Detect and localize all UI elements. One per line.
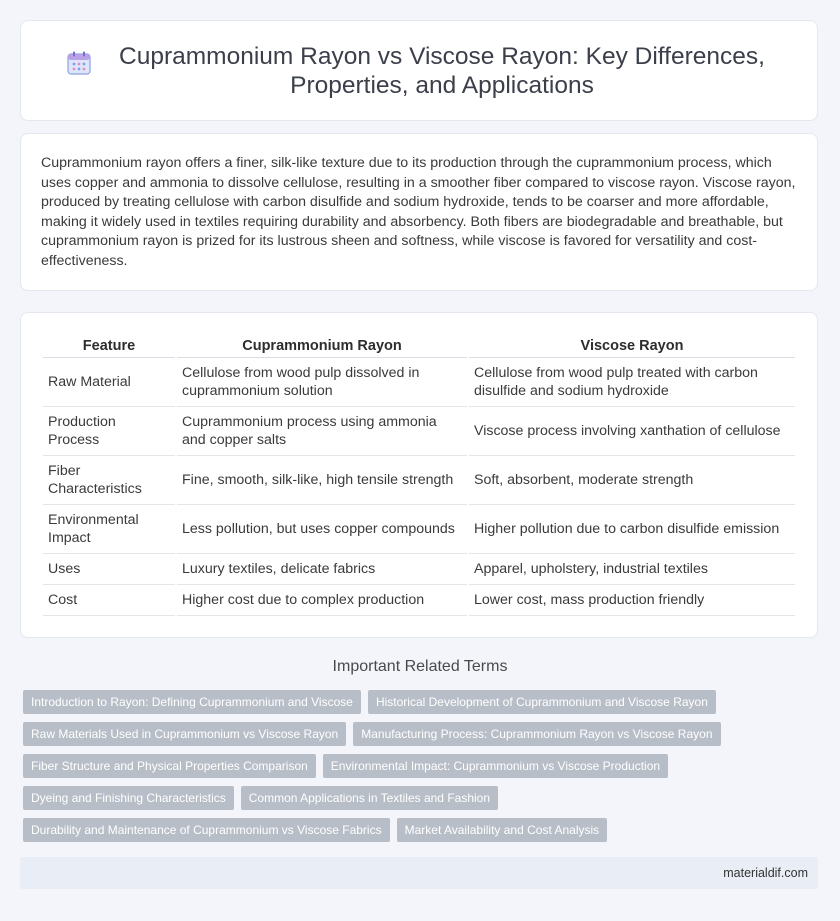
summary-text: Cuprammonium rayon offers a finer, silk-like texture due to its production through the cuprammonium process, which uses copper and ammonia to dissolve cellulose, resulting in a smoother fiber compared to viscose rayon. Viscose rayon, produced by treating cellulose with carbon disulfide and sodium hydroxide, tends to be coarser and more affordable, making it widely used in textiles requiring durability and absorbency. Both fibers are biodegradable and breathable, but cuprammonium rayon is prized for its lustrous sheen and softness, while viscose is favored for versatility and cost-effectiveness. <box>41 155 796 269</box>
viscose-cell: Viscose process involving xanthation of cellulose <box>469 407 795 456</box>
related-term-tag[interactable]: Common Applications in Textiles and Fashion <box>241 786 498 810</box>
related-term-tag[interactable]: Market Availability and Cost Analysis <box>397 818 608 842</box>
header-cuprammonium: Cuprammonium Rayon <box>177 333 467 358</box>
table-row <box>43 505 795 554</box>
cuprammonium-cell: Luxury textiles, delicate fabrics <box>177 554 467 585</box>
cuprammonium-cell: Cuprammonium process using ammonia and copper salts <box>177 407 467 456</box>
feature-cell: Environmental Impact <box>43 505 175 554</box>
related-terms-heading: Important Related Terms <box>332 658 508 675</box>
term-row <box>23 818 823 842</box>
table-row <box>43 358 795 407</box>
header-feature: Feature <box>43 333 175 358</box>
summary-card <box>20 133 818 291</box>
viscose-cell: Lower cost, mass production friendly <box>469 585 795 616</box>
related-term-tag[interactable]: Introduction to Rayon: Defining Cuprammonium and Viscose <box>23 690 361 714</box>
header-viscose: Viscose Rayon <box>469 333 795 358</box>
related-term-tag[interactable]: Raw Materials Used in Cuprammonium vs Viscose Rayon <box>23 722 346 746</box>
feature-cell: Production Process <box>43 407 175 456</box>
related-term-tag[interactable]: Durability and Maintenance of Cuprammonium vs Viscose Fabrics <box>23 818 390 842</box>
page-title: Cuprammonium Rayon vs Viscose Rayon: Key Differences, Properties, and Applications <box>119 42 765 99</box>
comparison-table-card <box>20 312 818 638</box>
term-row <box>23 786 823 810</box>
table-row <box>43 456 795 505</box>
table-header-row <box>43 333 795 358</box>
related-terms-list <box>23 690 823 850</box>
term-row <box>23 690 823 714</box>
feature-cell: Fiber Characteristics <box>43 456 175 505</box>
viscose-cell: Soft, absorbent, moderate strength <box>469 456 795 505</box>
related-term-tag[interactable]: Manufacturing Process: Cuprammonium Rayon vs Viscose Rayon <box>353 722 720 746</box>
term-row <box>23 722 823 746</box>
term-row <box>23 754 823 778</box>
cuprammonium-cell: Fine, smooth, silk-like, high tensile strength <box>177 456 467 505</box>
related-term-tag[interactable]: Historical Development of Cuprammonium and Viscose Rayon <box>368 690 716 714</box>
title-card <box>20 20 818 121</box>
related-term-tag[interactable]: Environmental Impact: Cuprammonium vs Viscose Production <box>323 754 668 778</box>
cuprammonium-cell: Higher cost due to complex production <box>177 585 467 616</box>
footer <box>20 857 818 889</box>
table-row <box>43 554 795 585</box>
related-term-tag[interactable]: Dyeing and Finishing Characteristics <box>23 786 234 810</box>
calendar-icon <box>66 50 92 76</box>
footer-site-link[interactable]: materialdif.com <box>723 866 808 880</box>
feature-cell: Cost <box>43 585 175 616</box>
feature-cell: Uses <box>43 554 175 585</box>
cuprammonium-cell: Cellulose from wood pulp dissolved in cuprammonium solution <box>177 358 467 407</box>
table-row <box>43 407 795 456</box>
related-term-tag[interactable]: Fiber Structure and Physical Properties Comparison <box>23 754 316 778</box>
viscose-cell: Apparel, upholstery, industrial textiles <box>469 554 795 585</box>
cuprammonium-cell: Less pollution, but uses copper compounds <box>177 505 467 554</box>
viscose-cell: Cellulose from wood pulp treated with carbon disulfide and sodium hydroxide <box>469 358 795 407</box>
table-row <box>43 585 795 616</box>
comparison-table <box>41 333 797 616</box>
viscose-cell: Higher pollution due to carbon disulfide emission <box>469 505 795 554</box>
feature-cell: Raw Material <box>43 358 175 407</box>
title-wrap <box>66 42 772 100</box>
